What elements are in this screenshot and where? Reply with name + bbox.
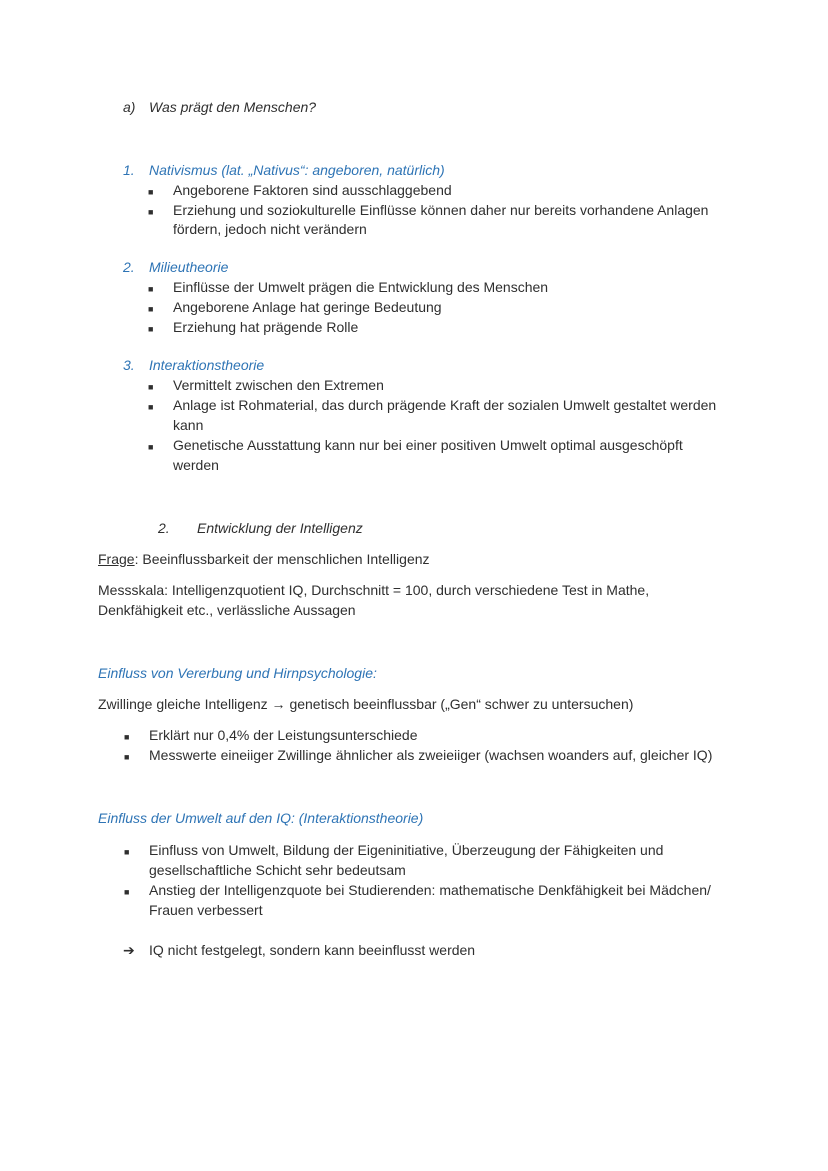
section-a-title: Was prägt den Menschen? bbox=[149, 99, 317, 115]
theory-2-bullet: Erziehung hat prägende Rolle bbox=[173, 319, 359, 335]
umwelt-bullet-continuation: Frauen verbessert bbox=[149, 902, 263, 918]
square-bullet-icon: ■ bbox=[148, 207, 154, 217]
right-arrow-icon: → bbox=[271, 696, 286, 712]
square-bullet-icon: ■ bbox=[148, 187, 154, 197]
umwelt-bullet-continuation: gesellschaftliche Schicht sehr bedeutsam bbox=[149, 862, 406, 878]
section-a-marker: a) bbox=[123, 99, 136, 115]
frage-label: Frage bbox=[98, 551, 135, 567]
frage-line bbox=[98, 551, 430, 567]
theory-2-title: Milieutheorie bbox=[149, 259, 229, 275]
theory-3-title: Interaktionstheorie bbox=[149, 357, 265, 373]
square-bullet-icon: ■ bbox=[148, 442, 154, 452]
section-2-number: 2. bbox=[158, 520, 170, 536]
theory-2-number: 2. bbox=[123, 259, 135, 275]
square-bullet-icon: ■ bbox=[124, 887, 130, 897]
square-bullet-icon: ■ bbox=[148, 324, 154, 334]
vererbung-bullet: Messwerte eineiiger Zwillinge ähnlicher als zweieiiger (wachsen woanders auf, gleicher IQ) bbox=[149, 747, 713, 763]
zwillinge-text-b: genetisch beeinflussbar („Gen“ schwer zu untersuchen) bbox=[289, 696, 634, 712]
theory-3-bullet-continuation: werden bbox=[173, 457, 219, 473]
umwelt-heading: Einfluss der Umwelt auf den IQ: (Interaktionstheorie) bbox=[98, 810, 424, 826]
umwelt-bullet: Einfluss von Umwelt, Bildung der Eigeninitiative, Überzeugung der Fähigkeiten und bbox=[149, 842, 664, 858]
vererbung-bullet: Erklärt nur 0,4% der Leistungsunterschiede bbox=[149, 727, 418, 743]
theory-2-bullet: Angeborene Anlage hat geringe Bedeutung bbox=[173, 299, 442, 315]
theory-1-title: Nativismus (lat. „Nativus“: angeboren, natürlich) bbox=[149, 162, 445, 178]
theory-3-bullet: Genetische Ausstattung kann nur bei einer positiven Umwelt optimal ausgeschöpft bbox=[173, 437, 683, 453]
theory-1-bullet: Angeborene Faktoren sind ausschlaggebend bbox=[173, 182, 452, 198]
square-bullet-icon: ■ bbox=[124, 752, 130, 762]
square-bullet-icon: ■ bbox=[148, 382, 154, 392]
conclusion-text: IQ nicht festgelegt, sondern kann beeinflusst werden bbox=[149, 942, 476, 958]
theory-1-bullet-continuation: fördern, jedoch nicht verändern bbox=[173, 221, 367, 237]
zwillinge-line bbox=[98, 696, 633, 712]
theory-1-bullet: Erziehung und soziokulturelle Einflüsse können daher nur bereits vorhandene Anlagen bbox=[173, 202, 709, 218]
theory-3-number: 3. bbox=[123, 357, 135, 373]
theory-1-number: 1. bbox=[123, 162, 135, 178]
messskala-line-continuation: Denkfähigkeit etc., verlässliche Aussagen bbox=[98, 602, 356, 618]
square-bullet-icon: ■ bbox=[148, 284, 154, 294]
messskala-line: Messskala: Intelligenzquotient IQ, Durchschnitt = 100, durch verschiedene Test in Mathe, bbox=[98, 582, 650, 598]
right-arrow-icon: ➔ bbox=[123, 942, 135, 958]
square-bullet-icon: ■ bbox=[124, 847, 130, 857]
section-2-title: Entwicklung der Intelligenz bbox=[197, 520, 363, 536]
zwillinge-text-a: Zwillinge gleiche Intelligenz bbox=[98, 696, 268, 712]
frage-text: : Beeinflussbarkeit der menschlichen Intelligenz bbox=[134, 551, 430, 567]
theory-3-bullet: Anlage ist Rohmaterial, das durch prägende Kraft der sozialen Umwelt gestaltet werden bbox=[173, 397, 717, 413]
square-bullet-icon: ■ bbox=[124, 732, 130, 742]
square-bullet-icon: ■ bbox=[148, 304, 154, 314]
theory-2-bullet: Einflüsse der Umwelt prägen die Entwicklung des Menschen bbox=[173, 279, 549, 295]
umwelt-bullet: Anstieg der Intelligenzquote bei Studierenden: mathematische Denkfähigkeit bei Mädchen/ bbox=[149, 882, 711, 898]
vererbung-heading: Einfluss von Vererbung und Hirnpsychologie: bbox=[98, 665, 377, 681]
theory-3-bullet: Vermittelt zwischen den Extremen bbox=[173, 377, 384, 393]
theory-3-bullet-continuation: kann bbox=[173, 417, 204, 433]
square-bullet-icon: ■ bbox=[148, 402, 154, 412]
